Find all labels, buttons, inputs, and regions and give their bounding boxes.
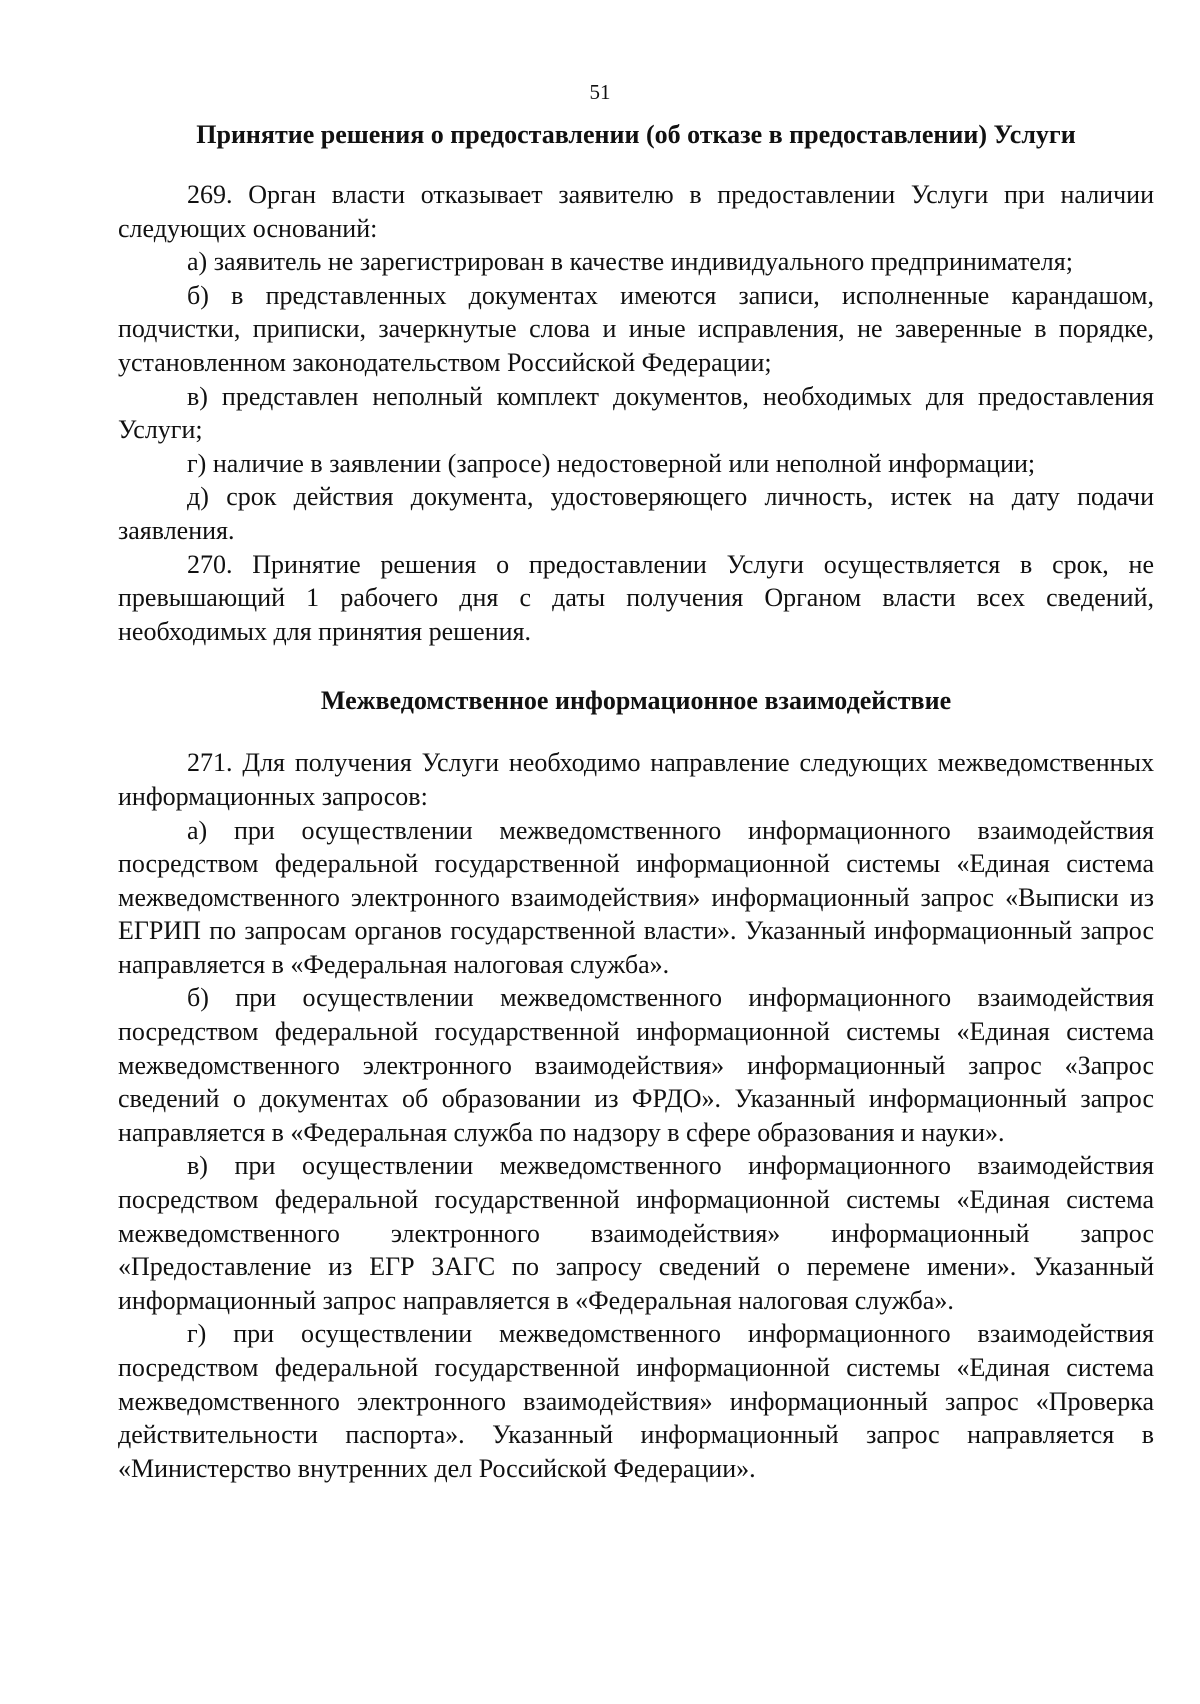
paragraph-270: 270. Принятие решения о предоставлении Услуги осуществляется в срок, не превышающий 1 рабочего дня с даты получения Органом власти всех сведений, необходимых для принятия решения. bbox=[118, 549, 1154, 646]
list-item-g: г) наличие в заявлении (запросе) недостоверной или неполной информации; bbox=[187, 448, 1036, 478]
section-heading-decision: Принятие решения о предоставлении (об отказе в предоставлении) Услуги bbox=[196, 120, 1076, 149]
request-item-v: в) при осуществлении межведомственного информационного взаимодействия посредством федеральной государственной информационной системы «Единая система межведомственного электронного взаимодействия» информационный запрос «Предоставление из ЕГР ЗАГС по запросу сведений о перемене имени». Указанный информационный запрос направляется в «Федеральная налоговая служба». bbox=[118, 1151, 1154, 1315]
section-heading-interaction: Межведомственное информационное взаимодействие bbox=[320, 686, 952, 716]
list-item-v: в) представлен неполный комплект документов, необходимых для предоставления Услуги; bbox=[118, 381, 1154, 445]
document-body bbox=[118, 118, 1154, 1485]
paragraph-269: 269. Орган власти отказывает заявителю в предоставлении Услуги при наличии следующих оснований: bbox=[118, 180, 1154, 243]
list-item-a: а) заявитель не зарегистрирован в качестве индивидуального предпринимателя; bbox=[187, 247, 1073, 277]
list-item-b: б) в представленных документах имеются записи, исполненные карандашом, подчистки, приписки, зачеркнутые слова и иные исправления, не заверенные в порядке, установленном законодательством Российской Федерации; bbox=[118, 280, 1154, 377]
request-item-b: б) при осуществлении межведомственного информационного взаимодействия посредством федеральной государственной информационной системы «Единая система межведомственного электронного взаимодействия» информационный запрос «Запрос сведений о документах об образовании из ФРДО». Указанный информационный запрос направляется в «Федеральная служба по надзору в сфере образования и науки». bbox=[118, 983, 1154, 1147]
request-item-g: г) при осуществлении межведомственного информационного взаимодействия посредством федеральной государственной информационной системы «Единая система межведомственного электронного взаимодействия» информационный запрос «Проверка действительности паспорта». Указанный информационный запрос направляется в «Министерство внутренних дел Российской Федерации». bbox=[118, 1319, 1154, 1483]
page-number: 51 bbox=[589, 80, 611, 104]
list-item-d: д) срок действия документа, удостоверяющего личность, истек на дату подачи заявления. bbox=[118, 482, 1154, 545]
request-item-a: а) при осуществлении межведомственного информационного взаимодействия посредством федеральной государственной информационной системы «Единая система межведомственного электронного взаимодействия» информационный запрос «Выписки из ЕГРИП по запросам органов государственной власти». Указанный информационный запрос направляется в «Федеральная налоговая служба». bbox=[118, 815, 1154, 979]
section-decision bbox=[118, 178, 1154, 648]
section-interaction bbox=[118, 746, 1154, 1485]
paragraph-271: 271. Для получения Услуги необходимо направление следующих межведомственных информационных запросов: bbox=[118, 748, 1154, 811]
